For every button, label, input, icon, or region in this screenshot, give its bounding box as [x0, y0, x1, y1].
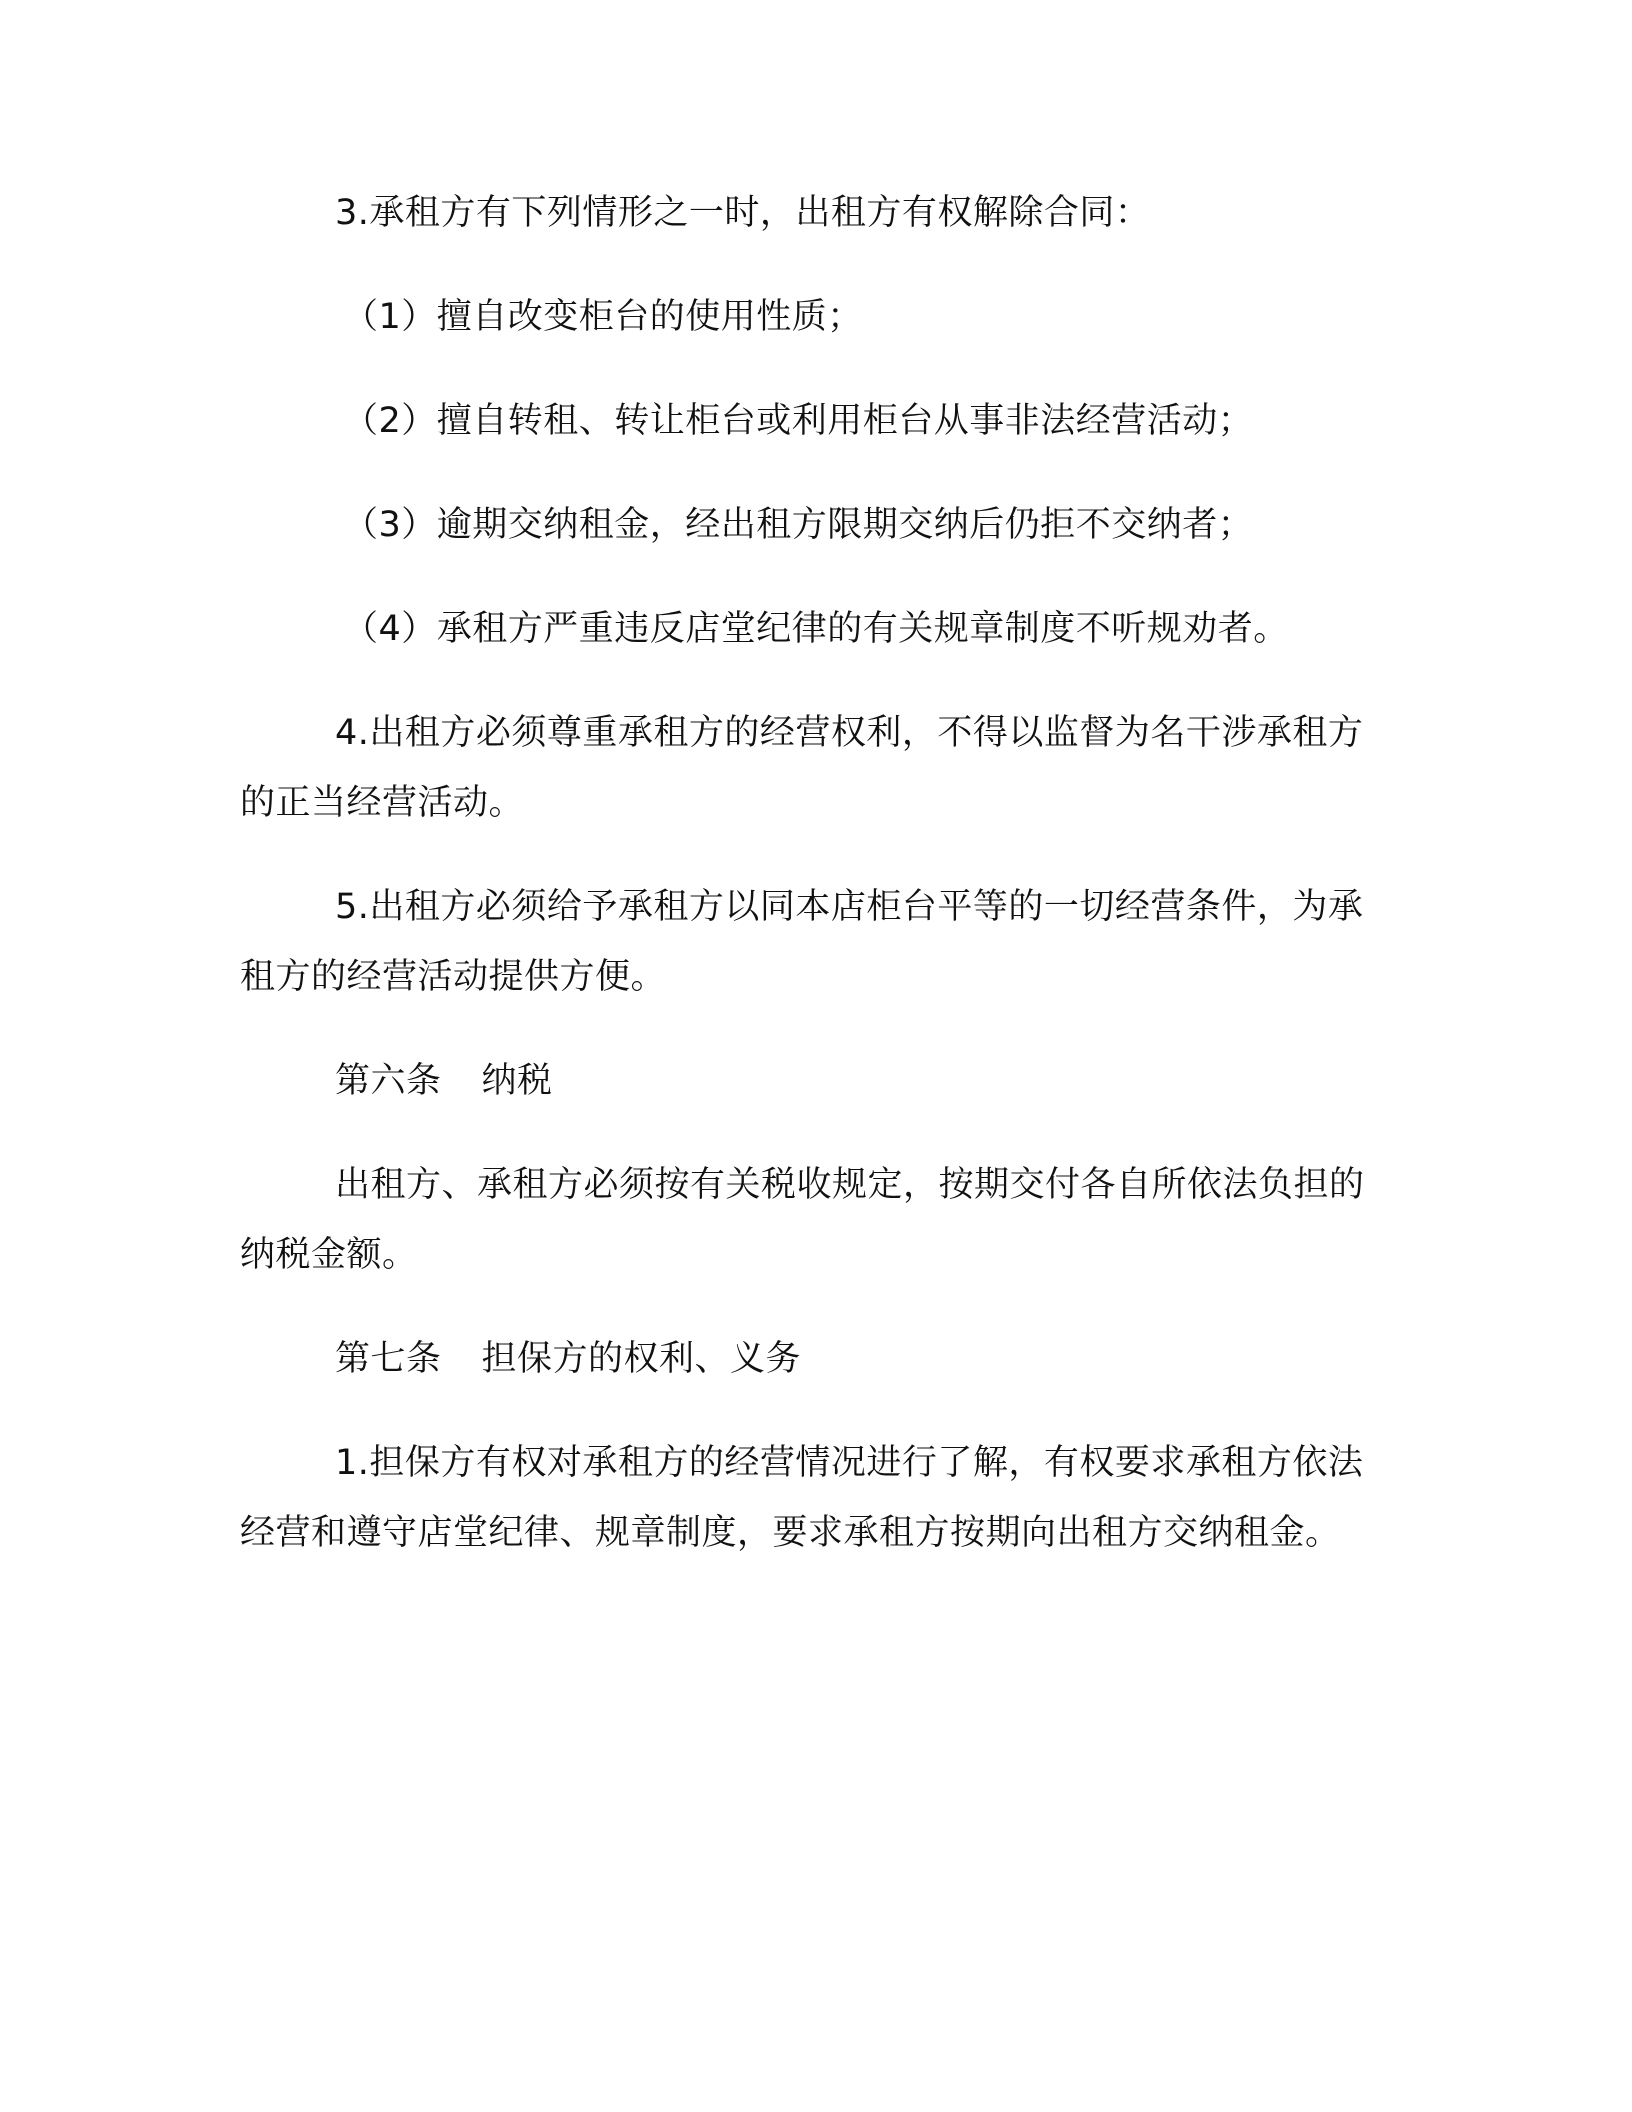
clause-4: 4.出租方必须尊重承租方的经营权利，不得以监督为名干涉承租方的正当经营活动。	[240, 713, 1364, 823]
article-7-title: 担保方的权利、义务	[481, 1339, 802, 1379]
article-7-heading	[240, 1324, 1380, 1394]
clause-3-item-4: （4）承租方严重违反店堂纪律的有关规章制度不听规劝者。	[343, 609, 1289, 649]
article-6-heading	[240, 1046, 1380, 1116]
article-6-number: 第六条	[335, 1061, 442, 1101]
clause-5: 5.出租方必须给予承租方以同本店柜台平等的一切经营条件，为承租方的经营活动提供方便。	[240, 887, 1364, 997]
clause-3-item-3: （3）逾期交纳租金，经出租方限期交纳后仍拒不交纳者；	[343, 505, 1254, 545]
article-7-number: 第七条	[335, 1339, 442, 1379]
clause-3-item-2: （2）擅自转租、转让柜台或利用柜台从事非法经营活动；	[343, 401, 1254, 441]
clause-3: 3.承租方有下列情形之一时，出租方有权解除合同：	[335, 193, 1151, 233]
guarantor-clause-1: 1.担保方有权对承租方的经营情况进行了解，有权要求承租方依法经营和遵守店堂纪律、规章制度，要求承租方按期向出租方交纳租金。	[240, 1443, 1364, 1553]
clause-3-item-1: （1）擅自改变柜台的使用性质；	[343, 297, 863, 337]
document-body	[240, 178, 1380, 1602]
tax-clause: 出租方、承租方必须按有关税收规定，按期交付各自所依法负担的纳税金额。	[240, 1165, 1365, 1275]
article-6-title: 纳税	[481, 1061, 553, 1101]
